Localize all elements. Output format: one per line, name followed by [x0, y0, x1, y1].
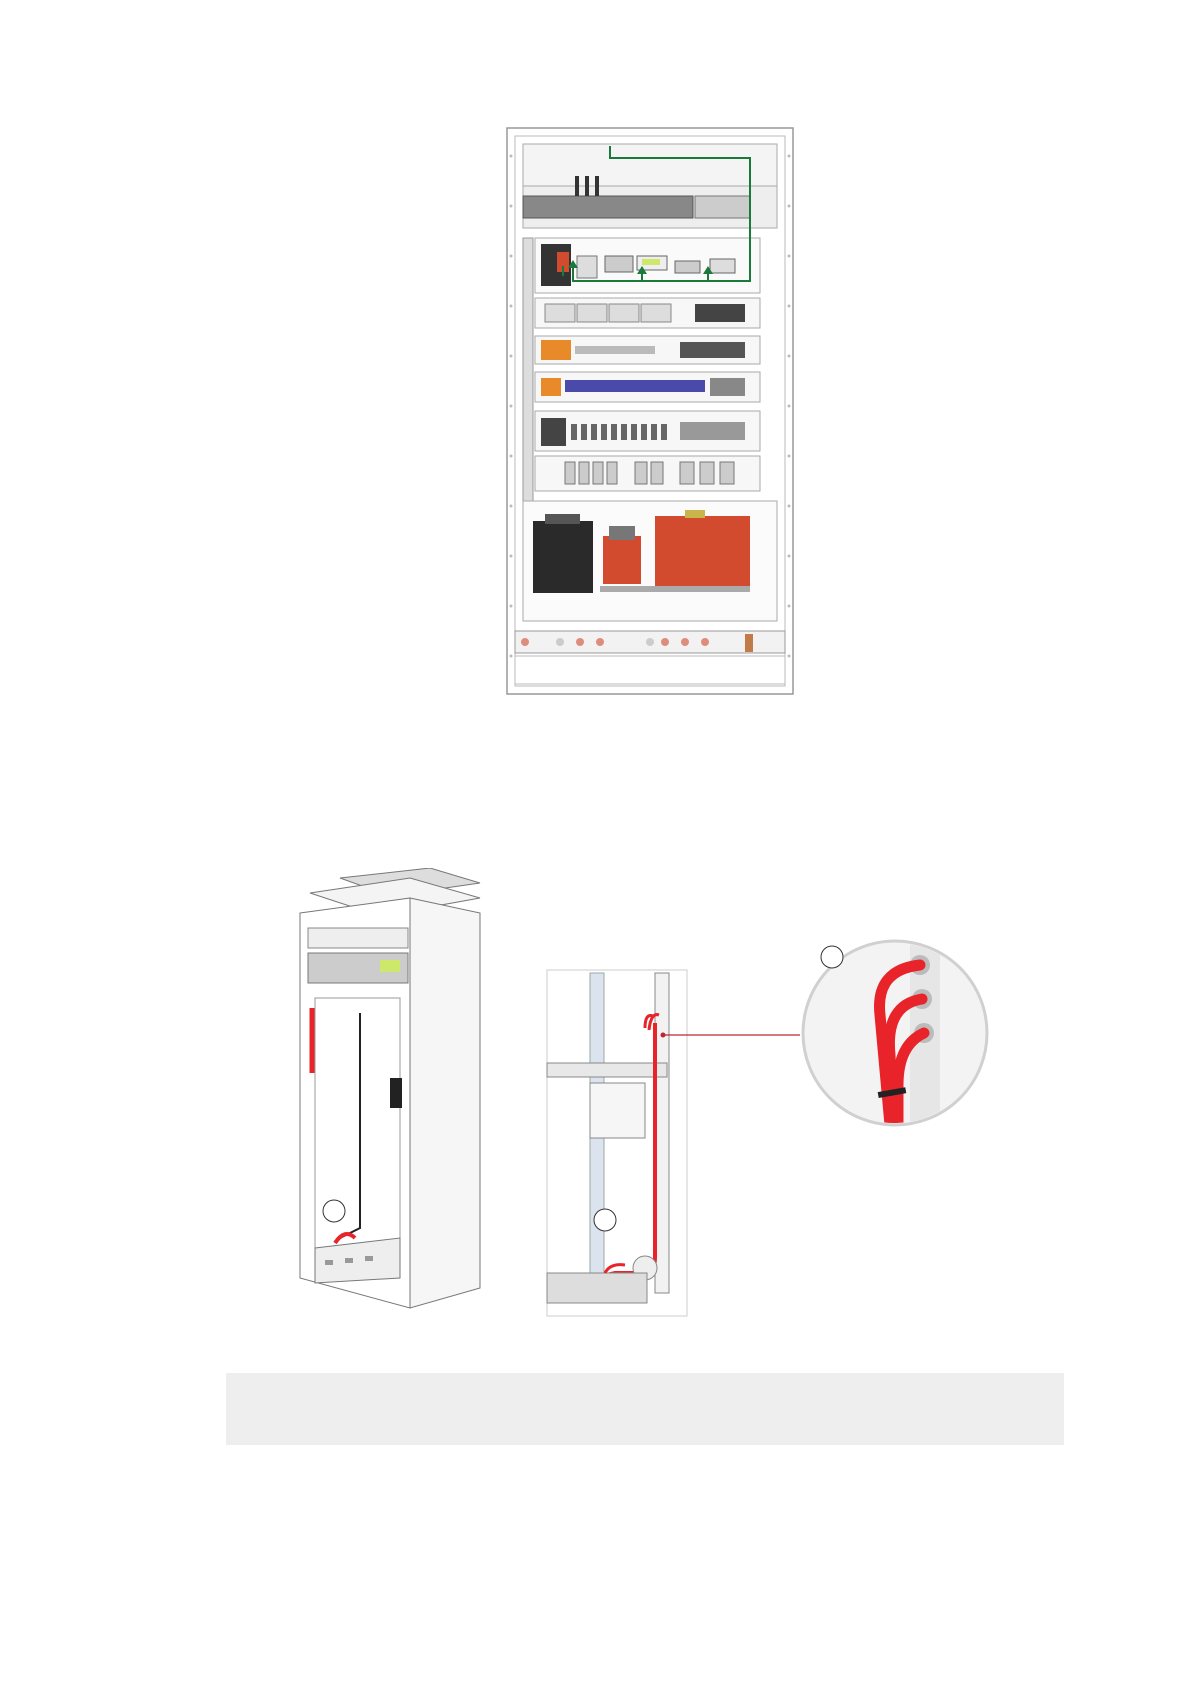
note-box: [226, 1373, 1064, 1445]
cable-gland-zoom-callout: [790, 935, 1000, 1130]
note-text: [226, 1373, 1064, 1409]
switchgear-cabinet-front-view: [505, 126, 795, 696]
switchgear-cabinet-isometric-view: [290, 868, 500, 1313]
cable-routing-detail-view: [545, 968, 690, 1318]
callout-leader-line: [660, 1025, 800, 1045]
